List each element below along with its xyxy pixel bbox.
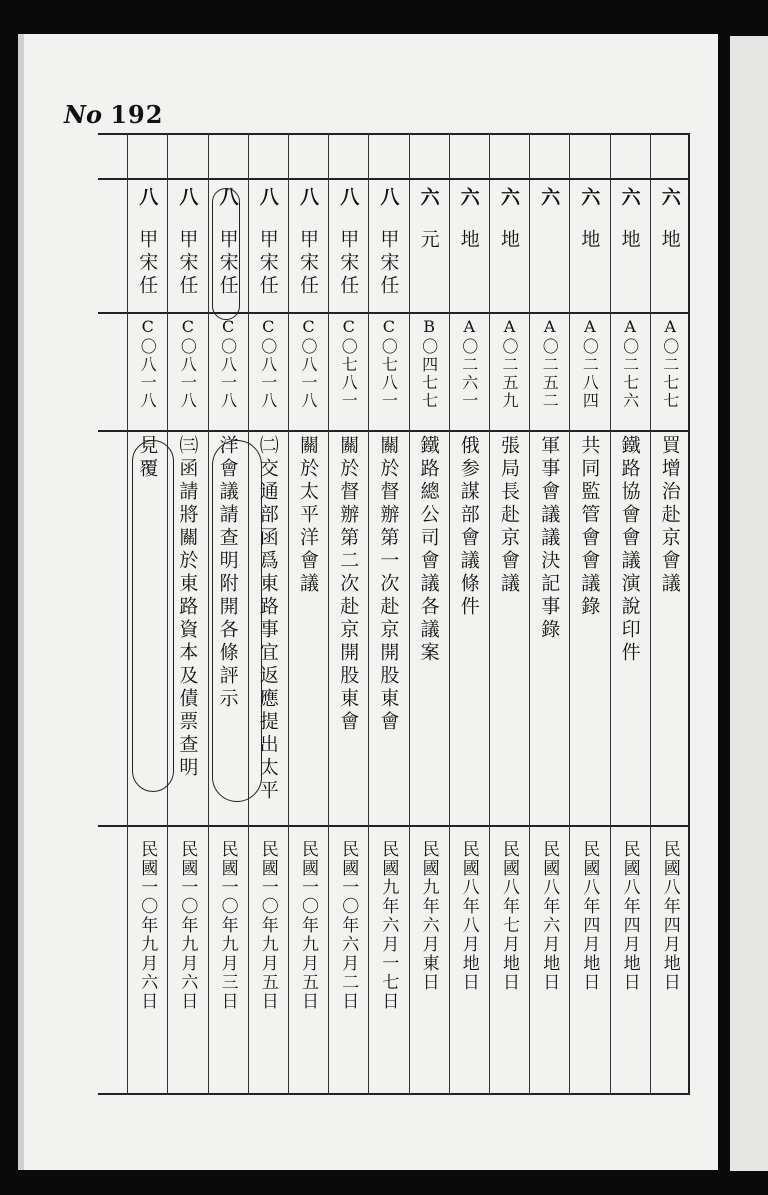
page-number-value: 192: [110, 100, 164, 129]
table-row: [449, 135, 489, 1093]
row-date: 民國八年四月地日: [579, 840, 600, 992]
row-title: 見覆: [136, 435, 159, 481]
column-divider: [208, 133, 209, 1095]
row-reference: A〇二七六: [620, 317, 640, 410]
column-divider: [167, 133, 168, 1095]
row-code: 地: [578, 229, 601, 252]
row-date: 民國八年六月地日: [539, 840, 560, 992]
row-code: 甲宋任: [337, 229, 360, 298]
row-sequence: 八: [176, 187, 199, 209]
column-divider: [248, 133, 249, 1095]
row-reference: C〇八一八: [138, 317, 158, 410]
row-date: 民國八年八月地日: [458, 840, 479, 992]
row-reference: C〇七八一: [379, 317, 399, 410]
column-divider: [650, 133, 651, 1095]
table-row: [368, 135, 408, 1093]
column-divider: [610, 133, 611, 1095]
row-sequence: 六: [417, 187, 440, 209]
row-code: 地: [618, 229, 641, 252]
row-title: 俄参謀部會議條件: [457, 435, 480, 619]
row-date: 民國九年六月一七日: [378, 840, 399, 1011]
row-code: 甲宋任: [176, 229, 199, 298]
row-reference: B〇四七七: [419, 317, 439, 410]
row-code: 元: [417, 229, 440, 252]
page-number: [64, 100, 163, 129]
row-date: 民國一〇年九月六日: [137, 840, 158, 1011]
row-date: 民國一〇年六月二日: [338, 840, 359, 1011]
row-sequence: 六: [538, 187, 561, 209]
column-divider: [569, 133, 570, 1095]
row-reference: C〇七八一: [339, 317, 359, 410]
page-number-prefix: No: [64, 100, 102, 129]
row-reference: A〇二八四: [580, 317, 600, 410]
table-row: [489, 135, 529, 1093]
row-date: 民國九年六月東日: [418, 840, 439, 992]
row-sequence: 八: [136, 187, 159, 209]
table-row: [248, 135, 288, 1093]
row-title: 買增治赴京會議: [658, 435, 681, 596]
row-reference: A〇二六一: [459, 317, 479, 410]
row-reference: A〇二七七: [660, 317, 680, 410]
column-divider: [489, 133, 490, 1095]
table-row: [529, 135, 569, 1093]
row-date: 民國一〇年九月五日: [257, 840, 278, 1011]
column-divider: [328, 133, 329, 1095]
row-title: ㈢函請將關於東路資本及債票查明: [176, 435, 199, 780]
row-title: 張局長赴京會議: [498, 435, 520, 596]
row-title: 關於太平洋會議: [297, 435, 319, 596]
row-code: [529, 229, 569, 309]
row-title: 鐵路總公司會議各議案: [417, 435, 440, 665]
column-divider: [409, 133, 410, 1095]
table-row: [409, 135, 449, 1093]
row-reference: C〇八一八: [299, 317, 318, 410]
row-title: 軍事會議議決記事錄: [538, 435, 561, 642]
column-divider: [529, 133, 530, 1095]
row-title: ㈡交通部函爲東路事宜返應提出太平: [256, 435, 279, 803]
row-code: 甲宋任: [377, 229, 400, 298]
row-code: 甲宋任: [297, 229, 319, 298]
row-code: 地: [658, 229, 681, 252]
row-date: 民國八年四月地日: [619, 840, 640, 992]
table-row: [288, 135, 328, 1093]
column-divider: [127, 133, 128, 1095]
table-row: [167, 135, 207, 1093]
row-date: 民國一〇年九月三日: [217, 840, 238, 1011]
table-row: [127, 135, 167, 1093]
row-date: 民國一〇年九月六日: [177, 840, 198, 1011]
row-date: 民國八年七月地日: [499, 840, 519, 992]
column-divider: [449, 133, 450, 1095]
row-reference: A〇二五二: [540, 317, 560, 410]
row-code: 甲宋任: [136, 229, 159, 298]
row-sequence: 八: [377, 187, 400, 209]
column-divider: [288, 133, 289, 1095]
table-row: [650, 135, 690, 1093]
row-sequence: 六: [658, 187, 681, 209]
row-title: 洋會議請查明附開各條評示: [216, 435, 239, 711]
row-reference: C〇八一八: [178, 317, 198, 410]
row-code: 地: [498, 229, 520, 252]
row-title: 關於督辦第一次赴京開股東會: [377, 435, 400, 734]
table-row: [569, 135, 609, 1093]
row-reference: C〇八一八: [258, 317, 278, 410]
table-row: [610, 135, 650, 1093]
row-sequence: 八: [297, 187, 319, 209]
row-title: 共同監管會會議錄: [578, 435, 601, 619]
adjacent-page-edge: [730, 36, 768, 1171]
row-sequence: 六: [457, 187, 480, 209]
row-code: 地: [457, 229, 480, 252]
row-date: 民國一〇年九月五日: [298, 840, 318, 1011]
row-title: 關於督辦第二次赴京開股東會: [337, 435, 360, 734]
table-row: [208, 135, 248, 1093]
row-code: 甲宋任: [256, 229, 279, 298]
row-sequence: 八: [216, 187, 239, 209]
column-divider: [368, 133, 369, 1095]
table-row: [328, 135, 368, 1093]
row-date: 民國八年四月地日: [659, 840, 680, 992]
row-code: 甲宋任: [216, 229, 239, 298]
row-sequence: 八: [337, 187, 360, 209]
row-sequence: 六: [618, 187, 641, 209]
row-sequence: 八: [256, 187, 279, 209]
row-sequence: 六: [578, 187, 601, 209]
row-reference: C〇八一八: [218, 317, 238, 410]
row-reference: A〇二五九: [500, 317, 519, 410]
row-title: 鐵路協會會議演說印件: [618, 435, 641, 665]
row-sequence: 六: [498, 187, 520, 209]
